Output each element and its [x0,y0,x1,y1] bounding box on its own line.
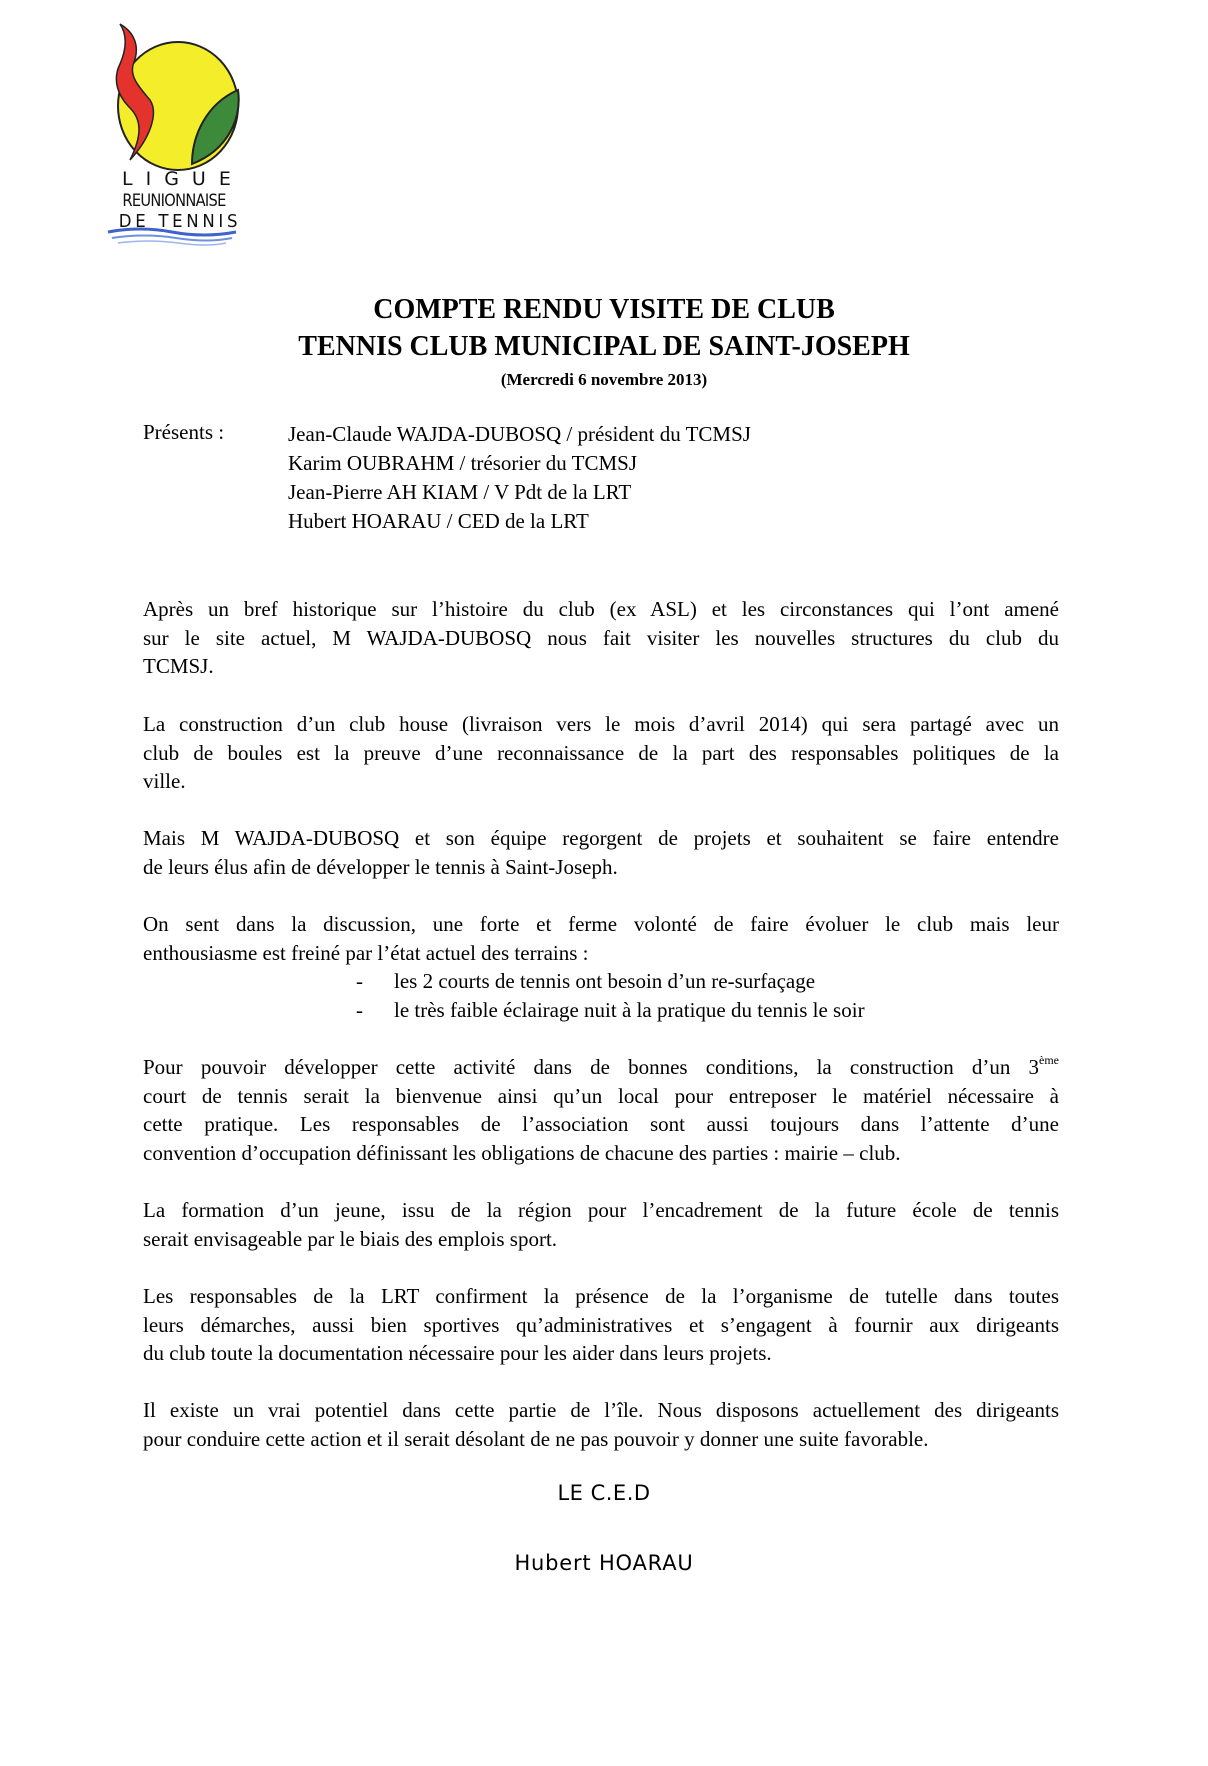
league-logo [100,18,260,258]
signature-role: LE C.E.D [557,1481,651,1505]
document-title: COMPTE RENDU VISITE DE CLUB [373,294,835,325]
club-name: TENNIS CLUB MUNICIPAL DE SAINT-JOSEPH [298,331,910,362]
attendees-list [288,420,751,536]
text-line: cette pratique. Les responsables de l’association sont aussi toujours dans l’attente d’une [143,1112,1059,1136]
list-item [356,996,865,1025]
text-line: On sent dans la discussion, une forte et ferme volonté de faire évoluer le club mais leur [143,912,1059,936]
text-line: TCMSJ. [143,654,214,678]
text-line [143,1053,1059,1082]
paragraph-third-court [143,1053,1059,1167]
paragraph-training [143,1196,1059,1253]
text-run: Pour pouvoir développer cette activité dans de bonnes conditions, la construction d’un 3 [143,1055,1039,1079]
text-line: pour conduire cette action et il serait désolant de ne pas pouvoir y donner une suite favorable. [143,1426,929,1451]
text-line: convention d’occupation définissant les obligations de chacune des parties : mairie – club. [143,1140,901,1165]
paragraph-club-house [143,710,1059,796]
attendee: Jean-Claude WAJDA-DUBOSQ / président du TCMSJ [288,422,751,446]
attendee: Hubert HOARAU / CED de la LRT [288,509,589,533]
terrain-issues-list [356,967,865,1024]
text-line: du club toute la documentation nécessaire pour les aider dans leurs projets. [143,1341,772,1365]
text-line: enthousiasme est freiné par l’état actuel des terrains : [143,940,589,965]
attendee: Karim OUBRAHM / trésorier du TCMSJ [288,451,638,475]
paragraph-lrt-support [143,1282,1059,1368]
text-line: Les responsables de la LRT confirment la présence de la l’organisme de tutelle dans toutes [143,1284,1059,1308]
text-line: Mais M WAJDA-DUBOSQ et son équipe regorgent de projets et souhaitent se faire entendre [143,826,1059,850]
text-line: La construction d’un club house (livraison vers le mois d’avril 2014) qui sera partagé avec un [143,712,1059,736]
bullet-dash: - [356,997,363,1022]
bullet-dash: - [356,969,363,993]
text-line: leurs démarches, aussi bien sportives qu’administratives et s’engagent à fournir aux dirigeants [143,1312,1059,1337]
list-item [356,967,865,996]
logo-line-1: LIGUE [122,168,244,190]
paragraph-history [143,595,1059,681]
text-line: club de boules est la preuve d’une reconnaissance de la part des responsables politiques de la [143,740,1059,765]
signature-name: Hubert HOARAU [514,1551,694,1575]
text-line: Après un bref historique sur l’histoire du club (ex ASL) et les circonstances qui l’ont amené [143,597,1059,621]
paragraph-projects [143,824,1059,881]
text-line: Il existe un vrai potentiel dans cette partie de l’île. Nous disposons actuellement des dirigeants [143,1398,1059,1422]
presents-label: Présents : [143,420,225,444]
text-line: serait envisageable par le biais des emplois sport. [143,1226,558,1251]
superscript: ème [1039,1053,1059,1067]
text-line: court de tennis serait la bienvenue ainsi qu’un local pour entreposer le matériel nécessaire à [143,1083,1059,1108]
list-item-text: les 2 courts de tennis ont besoin d’un re-surfaçage [394,969,816,993]
text-line: ville. [143,769,186,793]
visit-date: (Mercredi 6 novembre 2013) [500,370,708,389]
logo-line-2: REUNIONNAISE [122,191,226,211]
logo-line-3: DE TENNIS [118,211,242,232]
text-line: sur le site actuel, M WAJDA-DUBOSQ nous fait visiter les nouvelles structures du club du [143,625,1059,650]
list-item-text: le très faible éclairage nuit à la pratique du tennis le soir [394,997,865,1022]
text-line: de leurs élus afin de développer le tennis à Saint-Joseph. [143,854,618,879]
paragraph-terrains [143,910,1059,967]
attendee: Jean-Pierre AH KIAM / V Pdt de la LRT [288,480,632,504]
paragraph-conclusion [143,1396,1059,1453]
text-line: La formation d’un jeune, issu de la région pour l’encadrement de la future école de tennis [143,1198,1059,1222]
